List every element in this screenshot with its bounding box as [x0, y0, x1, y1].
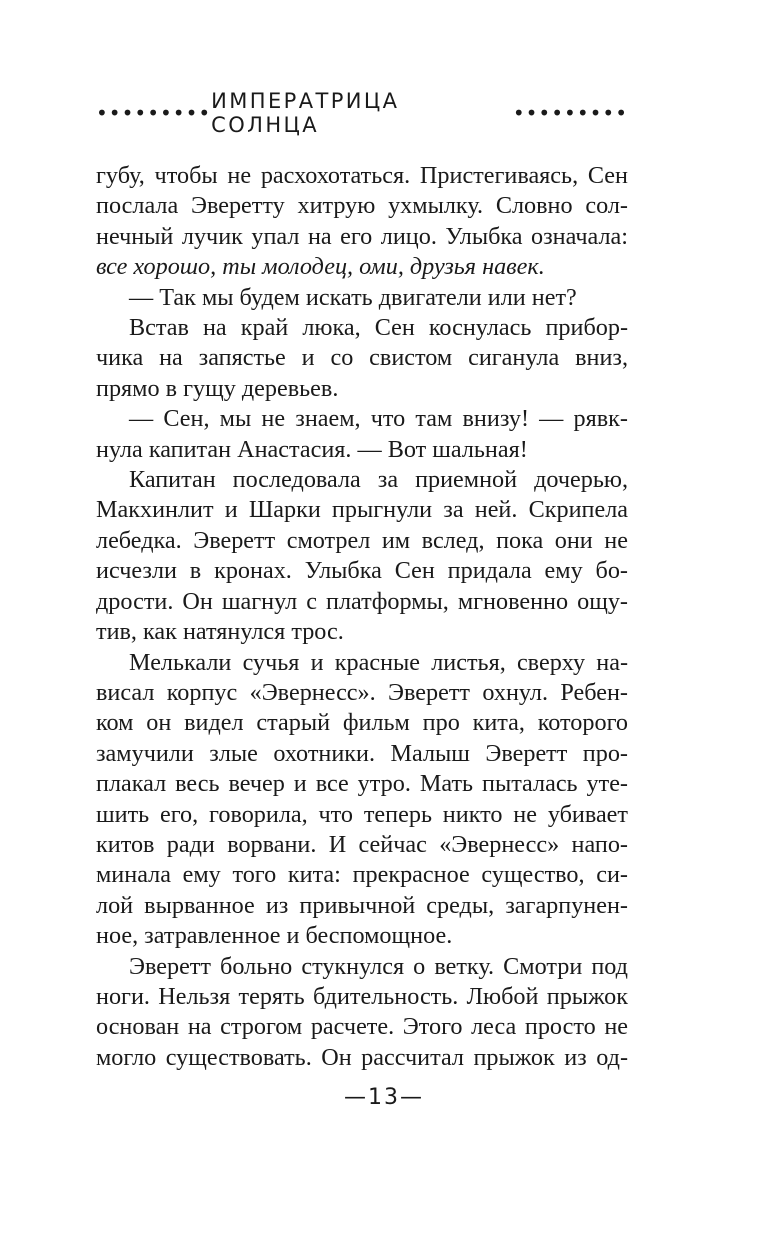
page-number: —13— [344, 1085, 424, 1110]
header-ornament-left: ••••••••• [96, 101, 212, 125]
text-line: основан на строгом расчете. Этого леса просто не [96, 1013, 628, 1041]
text-line: Встав на край люка, Сен коснулась прибор- [129, 314, 628, 342]
running-header [96, 89, 628, 137]
text-line: лебедка. Эверетт смотрел им вслед, пока они не [96, 526, 628, 554]
text-line: могло существовать. Он рассчитал прыжок из од- [96, 1043, 628, 1071]
text-line: ноги. Нельзя терять бдительность. Любой прыжок [96, 982, 628, 1010]
text-line: шить его, говорила, что теперь никто не убивает [96, 800, 628, 828]
text-line: Мелькали сучья и красные листья, сверху на- [129, 648, 628, 676]
text-line: тив, как натянулся трос. [96, 618, 344, 646]
text-line: лой вырванное из привычной среды, загарпунен- [96, 891, 628, 919]
text-line: Эверетт больно стукнулся о ветку. Смотри под [129, 952, 628, 980]
text-line: Капитан последовала за приемной дочерью, [129, 466, 628, 494]
text-line: послала Эверетту хитрую ухмылку. Словно сол- [96, 192, 628, 220]
text-line: — Так мы будем искать двигатели или нет? [129, 283, 577, 311]
running-title: ИМПЕРАТРИЦА СОЛНЦА [211, 89, 400, 137]
text-line: минала ему того кита: прекрасное существо, си- [96, 861, 628, 889]
text-line: прямо в гущу деревьев. [96, 374, 339, 402]
text-line: ное, затравленное и беспомощное. [96, 922, 453, 950]
text-line: ком он видел старый фильм про кита, которого [96, 709, 628, 737]
text-line: висал корпус «Эвернесс». Эверетт охнул. Ребен- [96, 678, 628, 706]
text-line: губу, чтобы не расхохотаться. Пристегиваясь, Сен [96, 162, 628, 189]
text-line: плакал весь вечер и все утро. Мать пыталась уте- [96, 770, 628, 798]
text-line: дрости. Он шагнул с платформы, мгновенно ощу- [96, 587, 628, 615]
text-line: чика на запястье и со свистом сиганула вниз, [96, 344, 628, 372]
text-line: замучили злые охотники. Малыш Эверетт про- [96, 739, 628, 767]
text-line: нула капитан Анастасия. — Вот шальная! [96, 435, 528, 463]
text-line: исчезли в кронах. Улыбка Сен придала ему бо- [96, 557, 628, 585]
text-line-italic: все хорошо, ты молодец, оми, друзья навек. [96, 253, 545, 281]
text-line: китов ради ворвани. И сейчас «Эвернесс» напо- [96, 830, 628, 858]
body-text [96, 161, 628, 1073]
text-line: нечный лучик упал на его лицо. Улыбка означала: [96, 222, 628, 250]
header-ornament-right: ••••••••• [512, 101, 628, 125]
text-line: — Сен, мы не знаем, что там внизу! — рявк- [129, 405, 628, 433]
text-line: Макхинлит и Шарки прыгнули за ней. Скрипела [96, 496, 628, 524]
